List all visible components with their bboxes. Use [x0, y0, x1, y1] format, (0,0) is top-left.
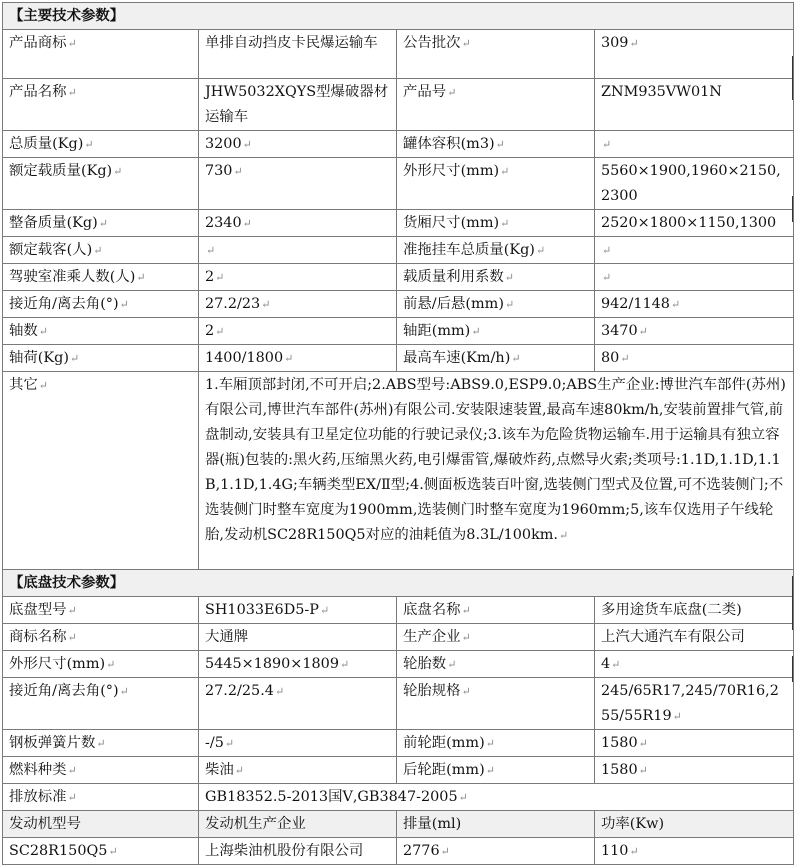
param-label: 载质量利用系数↵ — [397, 264, 595, 291]
cell-end-mark: ↵ — [113, 165, 123, 178]
param-value — [595, 237, 794, 264]
cell-end-mark: ↵ — [500, 217, 510, 230]
cell-end-mark: ↵ — [38, 325, 49, 338]
chassis-label: 前轮距(mm)↵ — [397, 730, 595, 757]
table-row — [3, 757, 794, 784]
param-value: 942/1148↵ — [595, 291, 794, 318]
cell-end-mark: ↵ — [242, 138, 252, 151]
chassis-label: 接近角/离去角(°)↵ — [3, 678, 199, 730]
page-edge-mark — [792, 576, 793, 630]
cell-end-mark: ↵ — [319, 604, 330, 617]
page-edge-mark — [792, 56, 793, 100]
param-value: 2↵ — [199, 264, 397, 291]
param-label: 总质量(Kg)↵ — [3, 131, 199, 158]
cell-end-mark: ↵ — [69, 352, 80, 365]
cell-end-mark: ↵ — [500, 165, 510, 178]
param-label: 罐体容积(m3)↵ — [397, 131, 595, 158]
cell-end-mark: ↵ — [611, 658, 621, 671]
chassis-value: 1580↵ — [595, 730, 794, 757]
param-value-product-name: JHW5032XQYS型爆破器材运输车 — [199, 79, 397, 131]
chassis-label: 底盘名称↵ — [397, 597, 595, 624]
emission-value: GB18352.5-2013国Ⅴ,GB3847-2005↵ — [199, 784, 794, 811]
cell-end-mark: ↵ — [67, 604, 77, 617]
param-value: 3200↵ — [199, 131, 397, 158]
chassis-value: -/5↵ — [199, 730, 397, 757]
cell-end-mark: ↵ — [234, 764, 245, 777]
cell-end-mark: ↵ — [629, 37, 639, 50]
cell-end-mark: ↵ — [485, 764, 495, 777]
param-value-cargo-box: 2520×1800×1150,1300 — [595, 210, 794, 237]
chassis-label: 轮胎数↵ — [397, 651, 595, 678]
param-value-dimensions: 5560×1900,1960×2150,2300 — [595, 158, 794, 210]
chassis-label: 外形尺寸(mm)↵ — [3, 651, 199, 678]
cell-end-mark: ↵ — [602, 271, 612, 284]
cell-end-mark: ↵ — [93, 244, 103, 257]
cell-end-mark: ↵ — [119, 685, 129, 698]
cell-end-mark: ↵ — [461, 631, 471, 644]
cell-end-mark: ↵ — [67, 791, 77, 804]
cell-end-mark: ↵ — [206, 244, 216, 257]
param-value: 27.2/23↵ — [199, 291, 397, 318]
cell-end-mark: ↵ — [602, 138, 612, 151]
cell-end-mark: ↵ — [638, 325, 648, 338]
engine-header-model: 发动机型号 — [3, 811, 199, 838]
table-row — [3, 291, 794, 318]
cell-end-mark: ↵ — [638, 764, 648, 777]
table-row-other — [3, 372, 794, 570]
param-label: 前悬/后悬(mm)↵ — [397, 291, 595, 318]
chassis-value: 5445×1890×1809↵ — [199, 651, 397, 678]
spec-document — [2, 2, 793, 865]
cell-end-mark: ↵ — [511, 352, 521, 365]
param-label: 轴数↵ — [3, 318, 199, 345]
cell-end-mark: ↵ — [224, 737, 235, 750]
table-row-emission — [3, 784, 794, 811]
table-row — [3, 318, 794, 345]
param-label: 轴距(mm)↵ — [397, 318, 595, 345]
param-label-other: 其它↵ — [3, 372, 199, 570]
param-value: 730↵ — [199, 158, 397, 210]
chassis-label: 后轮距(mm)↵ — [397, 757, 595, 784]
cell-end-mark: ↵ — [458, 791, 468, 804]
cell-end-mark: ↵ — [108, 845, 118, 858]
param-label: 货厢尺寸(mm)↵ — [397, 210, 595, 237]
param-value — [199, 237, 397, 264]
cell-end-mark: ↵ — [461, 37, 471, 50]
chassis-label: 钢板弹簧片数↵ — [3, 730, 199, 757]
table-row — [3, 264, 794, 291]
cell-end-mark: ↵ — [233, 165, 243, 178]
param-value — [595, 131, 794, 158]
table-row — [3, 730, 794, 757]
param-label-brand: 产品商标↵ — [3, 30, 199, 79]
engine-displacement: 2776↵ — [397, 838, 595, 865]
param-value: 80↵ — [595, 345, 794, 372]
cell-end-mark: ↵ — [67, 764, 77, 777]
param-value-brand: 单排自动挡皮卡民爆运输车 — [199, 30, 397, 79]
cell-end-mark: ↵ — [136, 271, 146, 284]
param-value-other: 1.车厢顶部封闭,不可开启;2.ABS型号:ABS9.0,ESP9.0;ABS生产企业:博世汽车部件(苏州)有限公司,博世汽车部件(苏州)有限公司.安装限速装置,最高车速80km/h,安装前置排气管,前盘制动,安装具有卫星定位功能的行驶记录仪;3.该车为危险货物运输车.用于运输具有独立容器(瓶)包装的:黑火药,压缩黑火药,电引爆雷管,爆破炸药,点燃导火索;类项号:1.1D,1.1D,1.1B,1.1D,1.4G;车辆类型EX/Ⅱ型;4.侧面板选装百叶窗,选装侧门型式及位置,可不选装侧门;不选装侧门时整车宽度为1900mm,选装侧门时整车宽度为1960mm;5,该车仅选用子午线轮胎,发动机SC28R150Q5对应的油耗值为8.3L/100km.↵ — [199, 372, 794, 570]
cell-end-mark: ↵ — [106, 658, 116, 671]
cell-end-mark: ↵ — [261, 298, 271, 311]
cell-end-mark: ↵ — [672, 710, 682, 723]
engine-header-displacement: 排量(ml) — [397, 811, 595, 838]
param-label: 轴荷(Kg)↵ — [3, 345, 199, 372]
param-value-batch: 309↵ — [595, 30, 794, 79]
table-row — [3, 651, 794, 678]
cell-end-mark: ↵ — [638, 737, 648, 750]
param-value — [595, 264, 794, 291]
cell-end-mark: ↵ — [504, 298, 515, 311]
chassis-value-tires: 245/65R17,245/70R16,255/55R19↵ — [595, 678, 794, 730]
engine-header-maker: 发动机生产企业 — [199, 811, 397, 838]
engine-model: SC28R150Q5↵ — [3, 838, 199, 865]
page-edge-mark — [792, 196, 793, 222]
main-params-title: 【主要技术参数】 — [3, 3, 794, 30]
param-label-product-name: 产品名称↵ — [3, 79, 199, 131]
cell-end-mark: ↵ — [67, 37, 77, 50]
param-label-product-no: 产品号↵ — [397, 79, 595, 131]
cell-end-mark: ↵ — [284, 352, 294, 365]
cell-end-mark: ↵ — [461, 604, 471, 617]
chassis-value: 多用途货车底盘(二类) — [595, 597, 794, 624]
param-label: 接近角/离去角(°)↵ — [3, 291, 199, 318]
chassis-value: 上汽大通汽车有限公司 — [595, 624, 794, 651]
page-edge-mark — [792, 656, 793, 682]
cell-end-mark: ↵ — [440, 845, 450, 858]
param-value: 2340↵ — [199, 210, 397, 237]
chassis-value: 1580↵ — [595, 757, 794, 784]
chassis-value: 4↵ — [595, 651, 794, 678]
engine-row — [3, 838, 794, 865]
spec-table — [2, 2, 794, 865]
cell-end-mark: ↵ — [485, 737, 495, 750]
param-value-product-no: ZNM935VW01N — [595, 79, 794, 131]
param-label: 驾驶室准乘人数(人)↵ — [3, 264, 199, 291]
table-row — [3, 131, 794, 158]
chassis-label: 底盘型号↵ — [3, 597, 199, 624]
chassis-label: 轮胎规格↵ — [397, 678, 595, 730]
chassis-value: 27.2/25.4↵ — [199, 678, 397, 730]
engine-header-power: 功率(Kw) — [595, 811, 794, 838]
table-row — [3, 597, 794, 624]
cell-end-mark: ↵ — [340, 658, 350, 671]
cell-end-mark: ↵ — [447, 86, 457, 99]
engine-header-row — [3, 811, 794, 838]
param-label: 外形尺寸(mm)↵ — [397, 158, 595, 210]
cell-end-mark: ↵ — [119, 298, 129, 311]
chassis-value: 大通牌 — [199, 624, 397, 651]
param-value: 3470↵ — [595, 318, 794, 345]
chassis-value: SH1033E6D5-P↵ — [199, 597, 397, 624]
param-label: 整备质量(Kg)↵ — [3, 210, 199, 237]
cell-end-mark: ↵ — [447, 658, 457, 671]
param-label-batch: 公告批次↵ — [397, 30, 595, 79]
cell-end-mark: ↵ — [96, 737, 106, 750]
cell-end-mark: ↵ — [38, 379, 49, 392]
cell-end-mark: ↵ — [670, 298, 681, 311]
cell-end-mark: ↵ — [215, 325, 225, 338]
cell-end-mark: ↵ — [242, 217, 252, 230]
param-label: 准拖挂车总质量(Kg)↵ — [397, 237, 595, 264]
param-value: 1400/1800↵ — [199, 345, 397, 372]
table-row — [3, 624, 794, 651]
cell-end-mark: ↵ — [461, 685, 471, 698]
table-row — [3, 237, 794, 264]
cell-end-mark: ↵ — [629, 845, 639, 858]
table-row — [3, 210, 794, 237]
chassis-label: 生产企业↵ — [397, 624, 595, 651]
chassis-label: 燃料种类↵ — [3, 757, 199, 784]
cell-end-mark: ↵ — [84, 138, 94, 151]
table-row — [3, 79, 794, 131]
cell-end-mark: ↵ — [602, 244, 612, 257]
cell-end-mark: ↵ — [98, 217, 108, 230]
param-value: 2↵ — [199, 318, 397, 345]
param-label: 最高车速(Km/h)↵ — [397, 345, 595, 372]
table-row — [3, 30, 794, 79]
cell-end-mark: ↵ — [535, 244, 546, 257]
emission-label: 排放标准↵ — [3, 784, 199, 811]
cell-end-mark: ↵ — [67, 631, 77, 644]
cell-end-mark: ↵ — [274, 685, 285, 698]
table-row — [3, 678, 794, 730]
table-row — [3, 158, 794, 210]
cell-end-mark: ↵ — [495, 138, 505, 151]
chassis-label: 商标名称↵ — [3, 624, 199, 651]
cell-end-mark: ↵ — [215, 271, 225, 284]
chassis-value: 柴油↵ — [199, 757, 397, 784]
cell-end-mark: ↵ — [471, 325, 481, 338]
param-label: 额定载客(人)↵ — [3, 237, 199, 264]
cell-end-mark: ↵ — [67, 86, 77, 99]
chassis-params-title: 【底盘技术参数】 — [3, 570, 794, 597]
cell-end-mark: ↵ — [620, 352, 630, 365]
param-label: 额定载质量(Kg)↵ — [3, 158, 199, 210]
engine-maker: 上海柴油机股份有限公司 — [199, 838, 397, 865]
engine-power: 110↵ — [595, 838, 794, 865]
cell-end-mark: ↵ — [504, 271, 514, 284]
cell-end-mark: ↵ — [559, 529, 569, 542]
table-row — [3, 345, 794, 372]
